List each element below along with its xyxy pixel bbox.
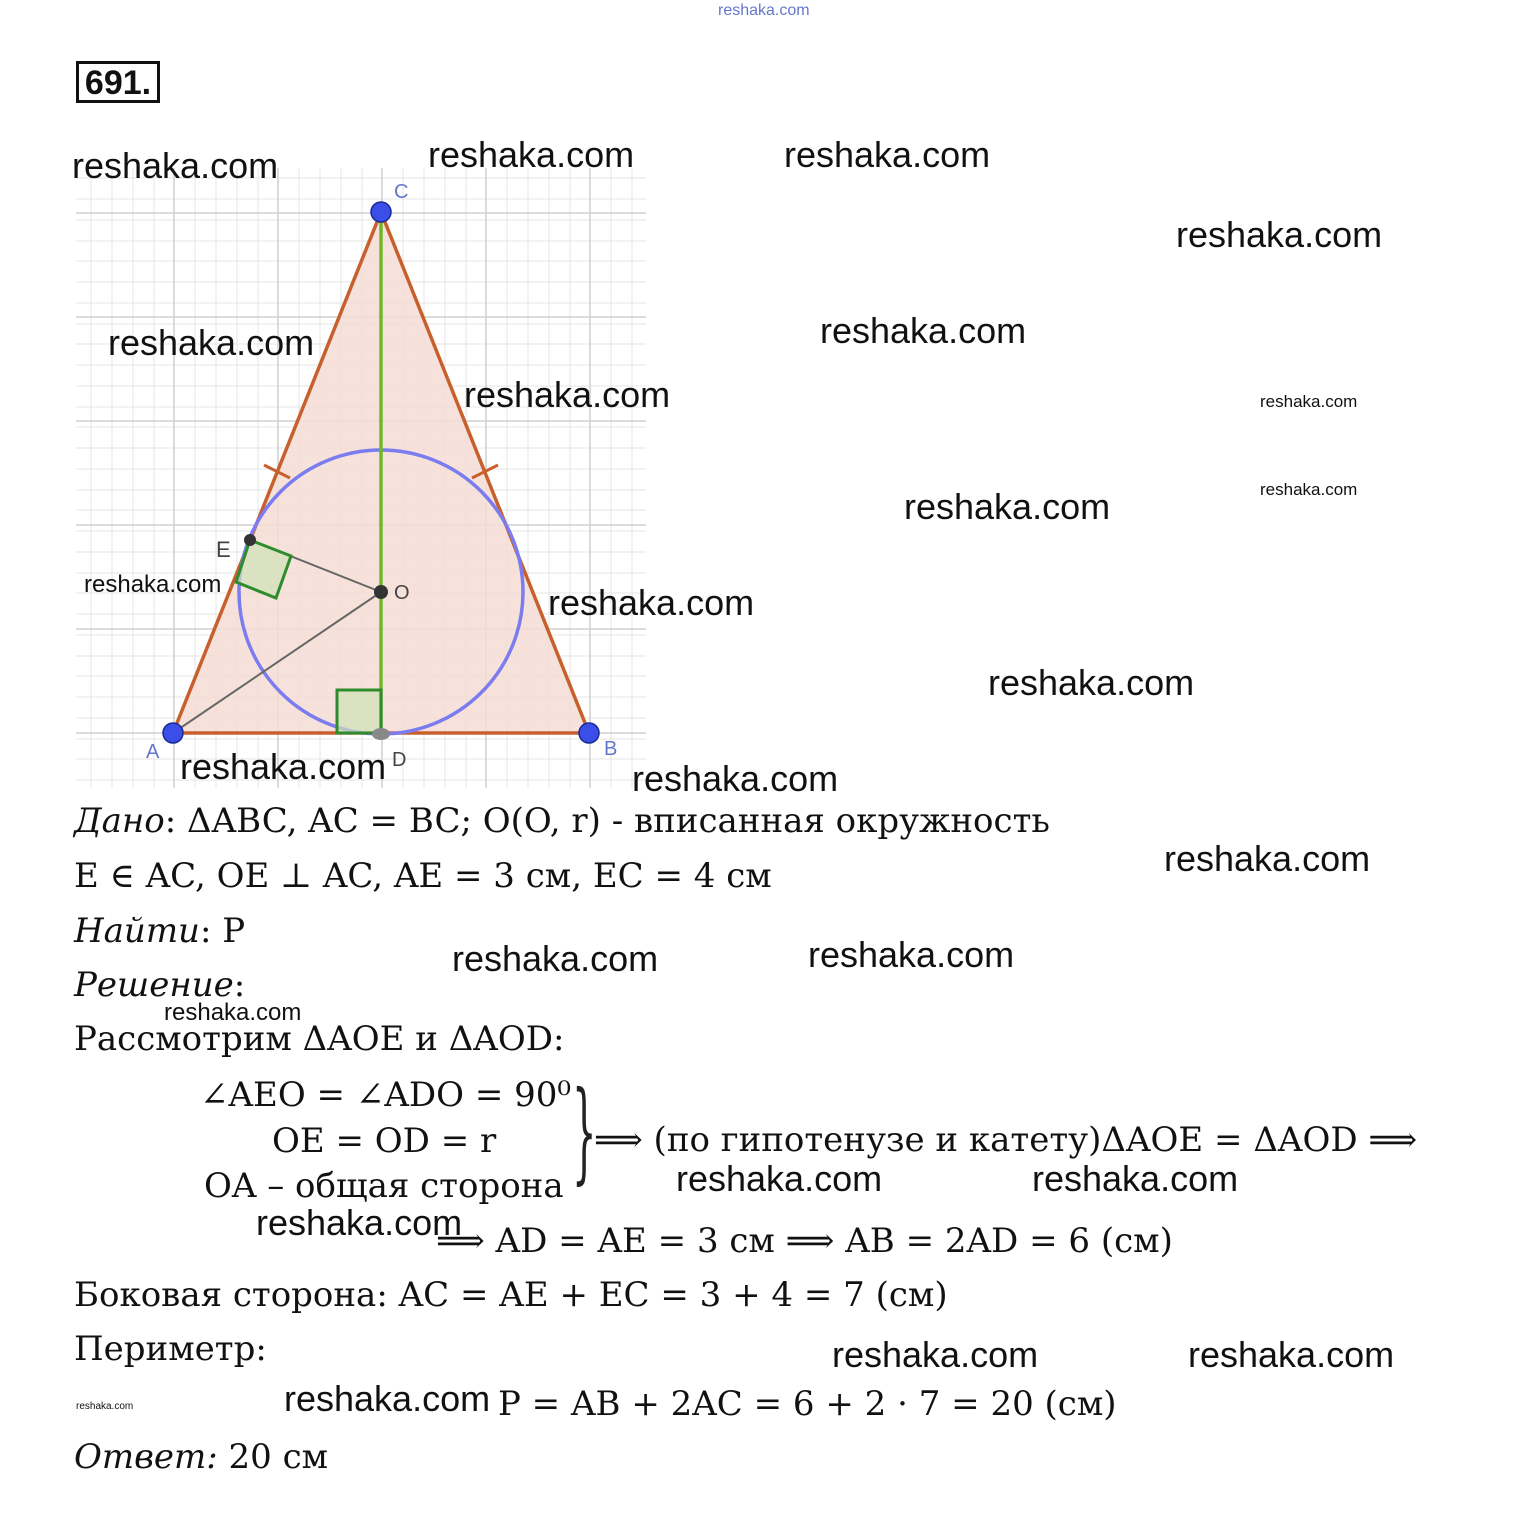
watermark: reshaka.com bbox=[832, 1334, 1039, 1375]
point-e-dot bbox=[244, 534, 256, 546]
watermark: reshaka.com bbox=[256, 1202, 463, 1243]
conclusion-line: ⟹ AD = AE = 3 см ⟹ AB = 2AD = 6 (см) bbox=[436, 1221, 1173, 1261]
consider-line: Рассмотрим ΔAOE и ΔAOD: bbox=[74, 1019, 565, 1059]
answer-line bbox=[74, 1437, 328, 1477]
watermark: reshaka.com bbox=[1188, 1334, 1395, 1375]
given-line-1 bbox=[74, 801, 1050, 841]
watermark: reshaka.com bbox=[1260, 480, 1358, 499]
watermark: reshaka.com bbox=[108, 322, 315, 363]
implication-line: ⟹ (по гипотенузе и катету)ΔAOE = ΔAOD ⟹ bbox=[594, 1120, 1418, 1160]
watermark: reshaka.com bbox=[428, 134, 635, 175]
watermark: reshaka.com bbox=[1176, 214, 1383, 255]
geometry-figure bbox=[76, 168, 648, 790]
given-text-1: : ΔABC, AC = BC; O(O, r) - вписанная окружность bbox=[164, 801, 1050, 841]
watermark: reshaka.com bbox=[76, 1401, 134, 1412]
watermark: reshaka.com bbox=[1032, 1158, 1239, 1199]
solution-colon: : bbox=[233, 965, 246, 1005]
label-b: B bbox=[604, 738, 618, 760]
watermark: reshaka.com bbox=[676, 1158, 883, 1199]
answer-text: 20 см bbox=[217, 1437, 329, 1477]
watermark: reshaka.com bbox=[72, 145, 279, 186]
watermark: reshaka.com bbox=[84, 571, 222, 598]
watermark: reshaka.com bbox=[1164, 838, 1371, 879]
find-label: Найти bbox=[74, 911, 200, 951]
system-brace: } bbox=[572, 1067, 597, 1195]
point-d-dot bbox=[372, 728, 390, 740]
perimeter-formula: P = AB + 2AC = 6 + 2 · 7 = 20 (см) bbox=[498, 1384, 1117, 1424]
watermark: reshaka.com bbox=[632, 758, 839, 799]
given-label: Дано bbox=[74, 801, 165, 841]
point-c-dot bbox=[371, 202, 391, 222]
watermark: reshaka.com bbox=[808, 934, 1015, 975]
system-line-3: OA – общая сторона bbox=[204, 1166, 564, 1206]
watermark: reshaka.com bbox=[784, 134, 991, 175]
point-o-dot bbox=[374, 585, 388, 599]
side-line: Боковая сторона: AC = AE + EC = 3 + 4 = 7 (см) bbox=[74, 1275, 948, 1315]
watermark: reshaka.com bbox=[548, 582, 755, 623]
label-o: O bbox=[394, 582, 410, 604]
answer-label: Ответ: bbox=[74, 1437, 218, 1477]
watermark: reshaka.com bbox=[988, 662, 1195, 703]
find-line bbox=[74, 911, 245, 951]
watermark: reshaka.com bbox=[464, 374, 671, 415]
label-e: E bbox=[216, 537, 231, 562]
watermark: reshaka.com bbox=[1260, 392, 1358, 411]
watermark: reshaka.com bbox=[820, 310, 1027, 351]
label-c: C bbox=[394, 181, 409, 203]
watermark: reshaka.com bbox=[180, 746, 387, 787]
point-a-dot bbox=[163, 723, 183, 743]
solution-label: Решение bbox=[74, 965, 234, 1005]
watermark: reshaka.com bbox=[164, 999, 302, 1026]
watermark: reshaka.com bbox=[904, 486, 1111, 527]
point-b-dot bbox=[579, 723, 599, 743]
given-line-2: E ∈ AC, OE ⊥ AC, AE = 3 см, EC = 4 см bbox=[74, 856, 772, 896]
problem-number: 691. bbox=[76, 61, 160, 103]
system-line-1: ∠AEO = ∠ADO = 90⁰ bbox=[200, 1075, 572, 1115]
label-a: A bbox=[146, 741, 160, 763]
watermark: reshaka.com bbox=[452, 938, 659, 979]
right-angle-d bbox=[337, 690, 381, 733]
label-d: D bbox=[392, 749, 407, 771]
watermark: reshaka.com bbox=[284, 1378, 491, 1419]
perimeter-label: Периметр: bbox=[74, 1329, 267, 1369]
top-watermark: reshaka.com bbox=[718, 2, 810, 19]
system-line-2: OE = OD = r bbox=[272, 1121, 497, 1161]
find-text: : P bbox=[199, 911, 246, 951]
